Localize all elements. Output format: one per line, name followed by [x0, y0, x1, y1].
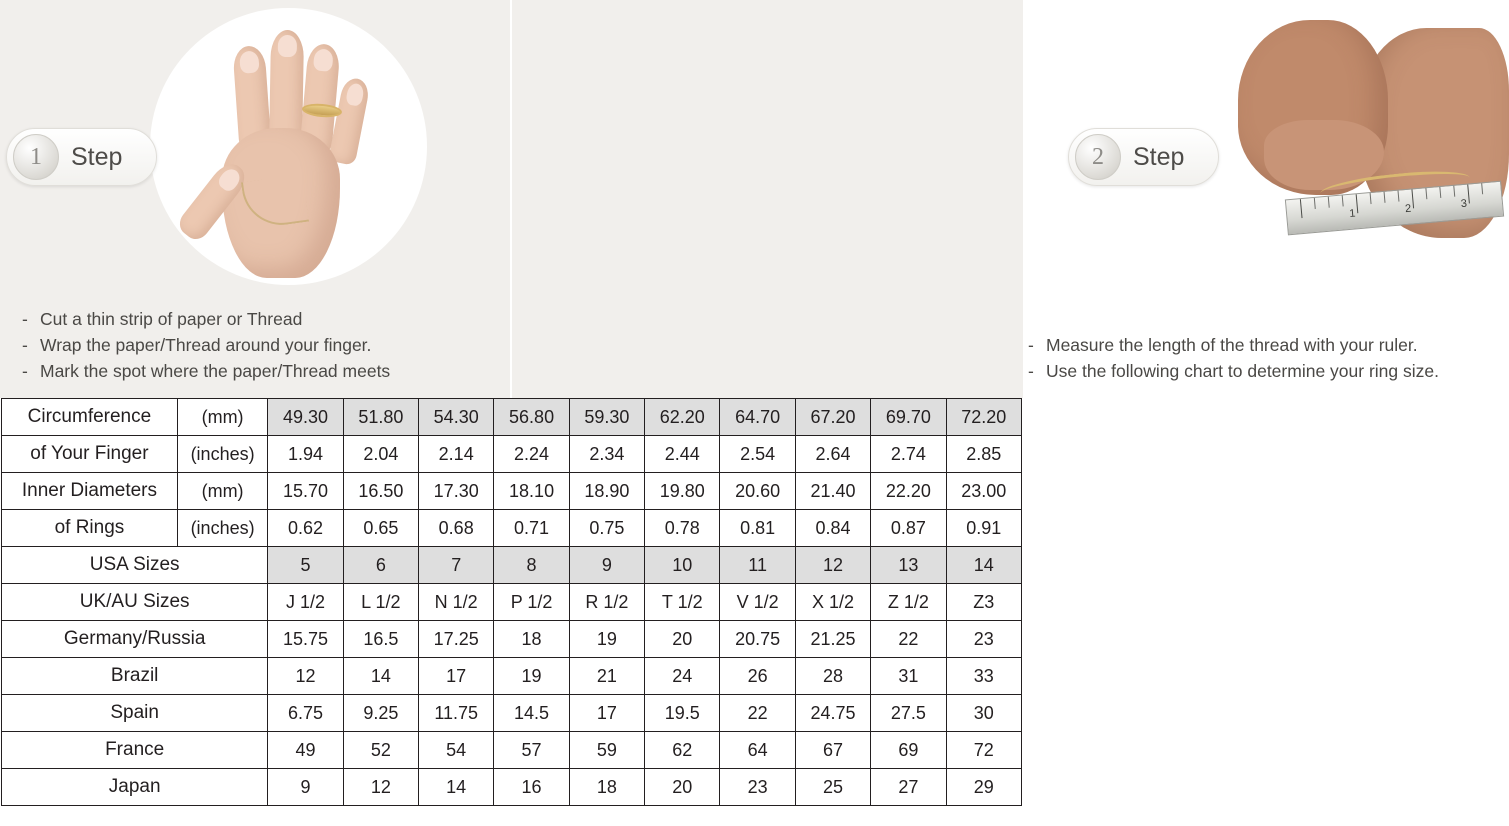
nail [345, 82, 365, 107]
cell: 23 [720, 769, 795, 806]
row-label-inner-1: Inner Diameters [2, 473, 178, 510]
step-2-badge [1068, 128, 1219, 186]
cell: 22 [871, 621, 946, 658]
cell: J 1/2 [268, 584, 343, 621]
row-label-brazil: Brazil [2, 658, 268, 695]
cell: 72.20 [946, 399, 1021, 436]
table-row [2, 436, 1022, 473]
cell: 20.60 [720, 473, 795, 510]
cell: 0.87 [871, 510, 946, 547]
cell: 51.80 [343, 399, 418, 436]
instruction-text: Use the following chart to determine your ring size. [1046, 361, 1439, 381]
cell: 20.75 [720, 621, 795, 658]
cell: 24 [645, 658, 720, 695]
cell: 62 [645, 732, 720, 769]
cell: 2.14 [419, 436, 494, 473]
list-item [1028, 358, 1498, 384]
cell: 21.25 [795, 621, 870, 658]
step-2-instructions [1028, 332, 1498, 384]
step-1-number: 1 [13, 134, 59, 180]
cell: 59.30 [569, 399, 644, 436]
cell: 13 [871, 547, 946, 584]
cell: 33 [946, 658, 1021, 695]
step-1-instructions [22, 306, 492, 384]
cell: 67 [795, 732, 870, 769]
step-2-photo [1224, 8, 1501, 285]
dash: - [1028, 361, 1034, 381]
cell: 2.34 [569, 436, 644, 473]
cell: 64.70 [720, 399, 795, 436]
cell: 30 [946, 695, 1021, 732]
cell: 14 [419, 769, 494, 806]
cell: 0.75 [569, 510, 644, 547]
cell: 20 [645, 621, 720, 658]
ruler-number: 3 [1460, 197, 1468, 211]
cell: 25 [795, 769, 870, 806]
dash: - [22, 335, 28, 355]
table-row [2, 584, 1022, 621]
cell: 19.5 [645, 695, 720, 732]
unit-mm: (mm) [177, 399, 267, 436]
cell: 19 [494, 658, 569, 695]
cell: 62.20 [645, 399, 720, 436]
cell: 14.5 [494, 695, 569, 732]
cell: 0.81 [720, 510, 795, 547]
table-row [2, 621, 1022, 658]
cell: 2.24 [494, 436, 569, 473]
cell: 2.74 [871, 436, 946, 473]
cell: 27.5 [871, 695, 946, 732]
cell: 10 [645, 547, 720, 584]
cell: 16.5 [343, 621, 418, 658]
cell: 18 [569, 769, 644, 806]
cell: 0.68 [419, 510, 494, 547]
cell: 19 [569, 621, 644, 658]
row-label-circumference-1: Circumference [2, 399, 178, 436]
cell: 0.62 [268, 510, 343, 547]
cell: 56.80 [494, 399, 569, 436]
cell: 0.65 [343, 510, 418, 547]
cell: 6 [343, 547, 418, 584]
table-row [2, 732, 1022, 769]
cell: 8 [494, 547, 569, 584]
unit-inches: (inches) [177, 510, 267, 547]
cell: 18.10 [494, 473, 569, 510]
table-row [2, 695, 1022, 732]
nail [216, 166, 244, 194]
cell: 49 [268, 732, 343, 769]
cell: T 1/2 [645, 584, 720, 621]
row-label-usa: USA Sizes [2, 547, 268, 584]
cell: L 1/2 [343, 584, 418, 621]
hand-illustration [150, 8, 427, 285]
row-label-inner-2: of Rings [2, 510, 178, 547]
row-label-france: France [2, 732, 268, 769]
cell: 9 [268, 769, 343, 806]
cell: 57 [494, 732, 569, 769]
row-label-japan: Japan [2, 769, 268, 806]
cell: 23.00 [946, 473, 1021, 510]
cell: 49.30 [268, 399, 343, 436]
cell: P 1/2 [494, 584, 569, 621]
list-item [22, 332, 492, 358]
cell: 18 [494, 621, 569, 658]
nail [313, 48, 334, 72]
cell: 26 [720, 658, 795, 695]
table-row [2, 399, 1022, 436]
table-row [2, 510, 1022, 547]
cell: 22.20 [871, 473, 946, 510]
cell: 22 [720, 695, 795, 732]
cell: X 1/2 [795, 584, 870, 621]
cell: 21 [569, 658, 644, 695]
cell: R 1/2 [569, 584, 644, 621]
cell: 6.75 [268, 695, 343, 732]
cell: 23 [946, 621, 1021, 658]
cell: 12 [268, 658, 343, 695]
unit-inches: (inches) [177, 436, 267, 473]
cell: 15.70 [268, 473, 343, 510]
step-1-panel [0, 0, 510, 398]
cell: Z 1/2 [871, 584, 946, 621]
step-2-panel [510, 0, 1468, 398]
cell: 2.64 [795, 436, 870, 473]
cell: 11.75 [419, 695, 494, 732]
cell: 17.25 [419, 621, 494, 658]
instruction-text: Cut a thin strip of paper or Thread [40, 309, 303, 329]
dash: - [1028, 335, 1034, 355]
cell: 17.30 [419, 473, 494, 510]
step-2-label: Step [1133, 142, 1185, 171]
unit-mm: (mm) [177, 473, 267, 510]
cell: Z3 [946, 584, 1021, 621]
step-1-label: Step [71, 142, 123, 171]
step-2-number: 2 [1075, 134, 1121, 180]
cell: 11 [720, 547, 795, 584]
ring-size-table [1, 398, 1022, 806]
cell: 14 [343, 658, 418, 695]
dash: - [22, 309, 28, 329]
cell: N 1/2 [419, 584, 494, 621]
ruler-number: 2 [1404, 202, 1412, 216]
cell: 18.90 [569, 473, 644, 510]
cell: 21.40 [795, 473, 870, 510]
list-item [22, 358, 492, 384]
nail [277, 35, 297, 57]
cell: 12 [795, 547, 870, 584]
cell: V 1/2 [720, 584, 795, 621]
instruction-text: Wrap the paper/Thread around your finger. [40, 335, 372, 355]
cell: 17 [569, 695, 644, 732]
cell: 2.04 [343, 436, 418, 473]
cell: 28 [795, 658, 870, 695]
step-1-photo [150, 8, 427, 285]
cell: 19.80 [645, 473, 720, 510]
cell: 17 [419, 658, 494, 695]
cell: 12 [343, 769, 418, 806]
cell: 7 [419, 547, 494, 584]
row-label-circumference-2: of Your Finger [2, 436, 178, 473]
cell: 67.20 [795, 399, 870, 436]
step-1-badge [6, 128, 157, 186]
table-row [2, 658, 1022, 695]
cell: 5 [268, 547, 343, 584]
cell: 2.54 [720, 436, 795, 473]
cell: 0.91 [946, 510, 1021, 547]
cell: 0.78 [645, 510, 720, 547]
cell: 15.75 [268, 621, 343, 658]
cell: 54.30 [419, 399, 494, 436]
table-row [2, 473, 1022, 510]
cell: 24.75 [795, 695, 870, 732]
steps-section [0, 0, 1468, 398]
cell: 59 [569, 732, 644, 769]
cell: 64 [720, 732, 795, 769]
cell: 69.70 [871, 399, 946, 436]
cell: 20 [645, 769, 720, 806]
cell: 72 [946, 732, 1021, 769]
cell: 0.84 [795, 510, 870, 547]
row-label-germany-russia: Germany/Russia [2, 621, 268, 658]
cell: 52 [343, 732, 418, 769]
ruler-illustration [1224, 8, 1501, 285]
instruction-text: Measure the length of the thread with your ruler. [1046, 335, 1418, 355]
cell: 16 [494, 769, 569, 806]
row-label-spain: Spain [2, 695, 268, 732]
cell: 0.71 [494, 510, 569, 547]
cell: 9 [569, 547, 644, 584]
row-label-uk-au: UK/AU Sizes [2, 584, 268, 621]
cell: 31 [871, 658, 946, 695]
nail [239, 50, 260, 73]
cell: 14 [946, 547, 1021, 584]
table-row [2, 547, 1022, 584]
cell: 16.50 [343, 473, 418, 510]
cell: 27 [871, 769, 946, 806]
cell: 29 [946, 769, 1021, 806]
list-item [1028, 332, 1498, 358]
cell: 2.44 [645, 436, 720, 473]
list-item [22, 306, 492, 332]
table-row [2, 769, 1022, 806]
ruler-number: 1 [1348, 207, 1356, 220]
cell: 69 [871, 732, 946, 769]
dash: - [22, 361, 28, 381]
instruction-text: Mark the spot where the paper/Thread meets [40, 361, 391, 381]
cell: 1.94 [268, 436, 343, 473]
cell: 54 [419, 732, 494, 769]
cell: 2.85 [946, 436, 1021, 473]
cell: 9.25 [343, 695, 418, 732]
